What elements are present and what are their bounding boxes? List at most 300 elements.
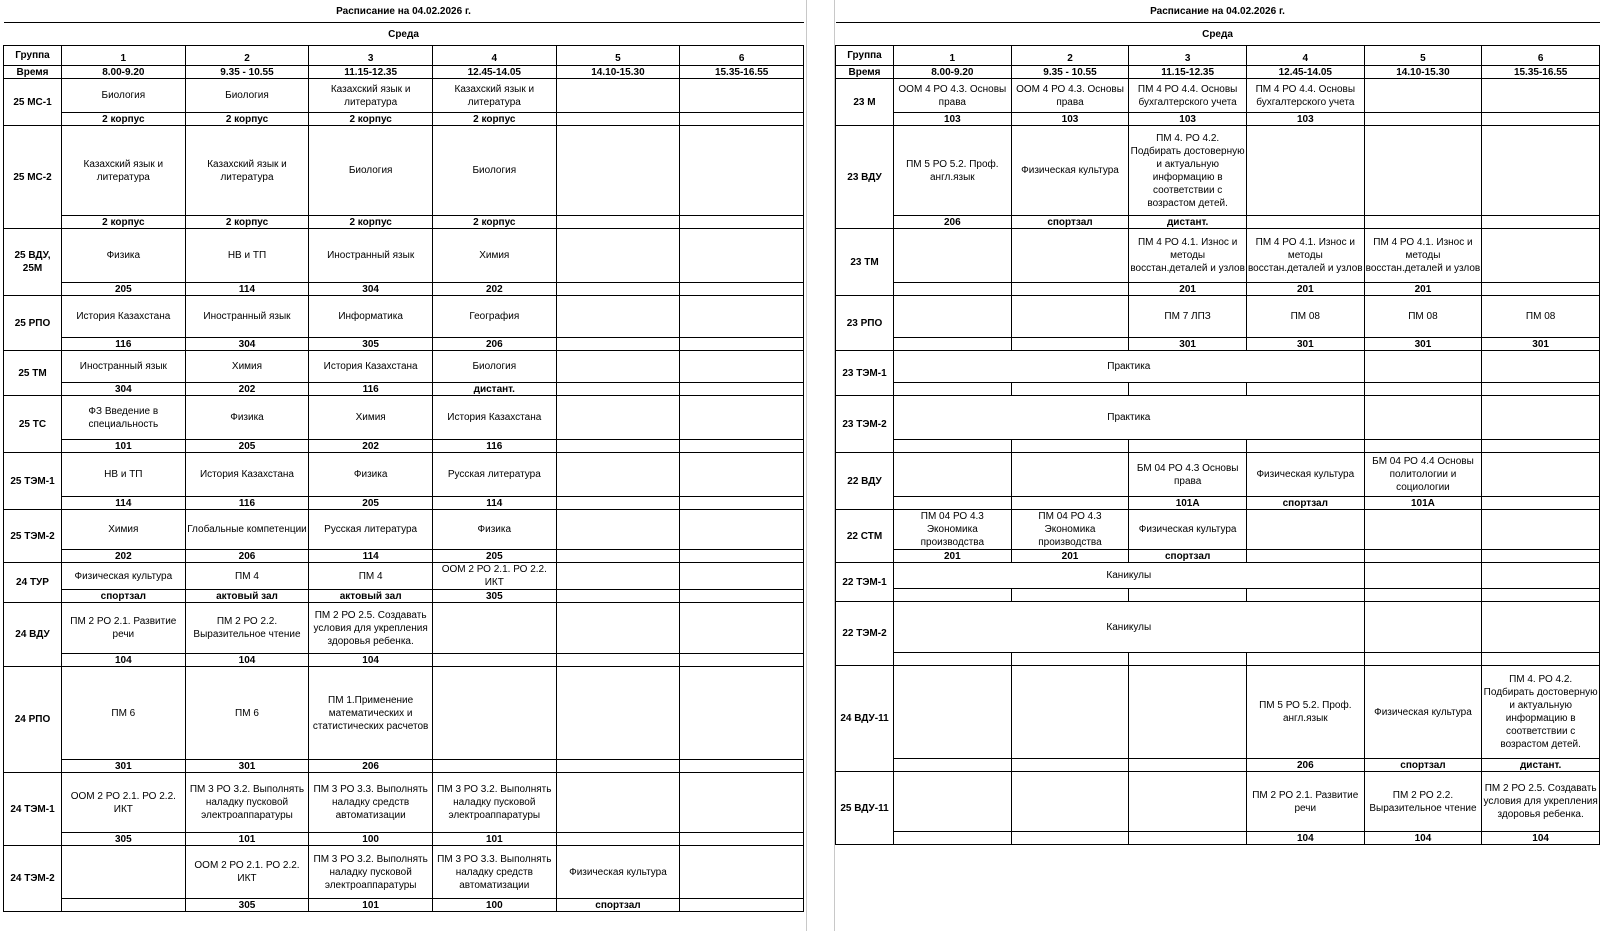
lesson-cell [680, 603, 804, 654]
room-cell: 202 [309, 440, 433, 453]
lesson-cell: ПМ 4. РО 4.2. Подбирать достоверную и актуальную информацию в соответствии с возрастом детей. [1482, 666, 1600, 759]
group-row [836, 126, 1600, 216]
room-cell [556, 383, 680, 396]
lesson-cell [1011, 296, 1129, 338]
room-cell [894, 497, 1012, 510]
group-row [4, 603, 804, 654]
group-row [4, 396, 804, 440]
lesson-cell: ПМ 3 РО 3.2. Выполнять наладку пусковой электроаппаратуры [432, 773, 556, 833]
period-number: 5 [556, 46, 680, 66]
group-row [4, 453, 804, 497]
lesson-cell: ПМ 5 РО 5.2. Проф. англ.язык [1246, 666, 1364, 759]
room-cell [894, 338, 1012, 351]
room-cell [556, 497, 680, 510]
room-cell: 114 [62, 497, 186, 510]
room-cell [1011, 589, 1129, 602]
room-cell [894, 383, 1012, 396]
lesson-cell: ПМ 3 РО 3.3. Выполнять наладку средств автоматизации [432, 846, 556, 899]
group-row [836, 396, 1600, 440]
lesson-cell: ПМ 08 [1364, 296, 1482, 338]
period-time: 15.35-16.55 [1482, 66, 1600, 79]
room-cell [1011, 440, 1129, 453]
room-cell: 206 [309, 760, 433, 773]
room-row [836, 383, 1600, 396]
room-cell [1482, 589, 1600, 602]
room-cell: 114 [432, 497, 556, 510]
lesson-cell [556, 667, 680, 760]
lesson-cell: Физическая культура [1364, 666, 1482, 759]
lesson-cell [1364, 602, 1482, 653]
lesson-cell [556, 79, 680, 113]
room-cell: 103 [1129, 113, 1247, 126]
group-row [4, 351, 804, 383]
lesson-cell: Физическая культура [62, 563, 186, 590]
room-cell [680, 383, 804, 396]
lesson-cell [556, 396, 680, 440]
room-cell [1011, 338, 1129, 351]
room-cell [1246, 383, 1364, 396]
group-name: 24 ВДУ-11 [836, 666, 894, 772]
lesson-cell [1246, 510, 1364, 550]
lesson-cell: ПМ 4 РО 4.1. Износ и методы восстан.деталей и узлов [1246, 229, 1364, 283]
lesson-cell: БМ 04 РО 4.3 Основы права [1129, 453, 1247, 497]
group-name: 24 ТУР [4, 563, 62, 603]
room-row [4, 383, 804, 396]
room-cell [1246, 216, 1364, 229]
lesson-cell [556, 563, 680, 590]
room-cell: 202 [185, 383, 309, 396]
room-cell: дистант. [1129, 216, 1247, 229]
room-cell: 305 [62, 833, 186, 846]
room-cell [1011, 283, 1129, 296]
room-cell: 206 [432, 338, 556, 351]
room-cell: 2 корпус [309, 113, 433, 126]
period-time: 11.15-12.35 [309, 66, 433, 79]
room-cell [680, 590, 804, 603]
lesson-cell: ПМ 2 РО 2.5. Создавать условия для укрепления здоровья ребенка. [1482, 772, 1600, 832]
lesson-cell [680, 126, 804, 216]
room-cell: спортзал [1364, 759, 1482, 772]
room-cell: спортзал [556, 899, 680, 912]
lesson-cell [1482, 229, 1600, 283]
room-cell [680, 497, 804, 510]
lesson-cell: ПМ 2 РО 2.2. Выразительное чтение [185, 603, 309, 654]
group-header: Группа [4, 46, 62, 66]
lesson-cell: История Казахстана [309, 351, 433, 383]
room-cell [432, 760, 556, 773]
lesson-cell [556, 510, 680, 550]
room-row [836, 440, 1600, 453]
room-cell [556, 216, 680, 229]
room-cell: спортзал [1011, 216, 1129, 229]
period-time: 12.45-14.05 [1246, 66, 1364, 79]
group-name: 25 ТЭМ-2 [4, 510, 62, 563]
group-name: 22 ВДУ [836, 453, 894, 510]
room-cell [894, 440, 1012, 453]
lesson-cell: ПМ 08 [1482, 296, 1600, 338]
period-time: 14.10-15.30 [556, 66, 680, 79]
period-time: 8.00-9.20 [894, 66, 1012, 79]
lesson-span-cell: Каникулы [894, 602, 1365, 653]
room-row [4, 590, 804, 603]
group-name: 25 ТЭМ-1 [4, 453, 62, 510]
lesson-cell [1364, 396, 1482, 440]
room-cell: 2 корпус [309, 216, 433, 229]
room-cell [680, 654, 804, 667]
lesson-cell [680, 229, 804, 283]
lesson-cell [680, 79, 804, 113]
room-row [836, 589, 1600, 602]
room-cell: 2 корпус [62, 113, 186, 126]
schedule-title: Расписание на 04.02.2026 г. [4, 0, 804, 23]
room-cell [1129, 759, 1247, 772]
group-row [836, 296, 1600, 338]
room-cell [556, 113, 680, 126]
room-cell: 301 [1364, 338, 1482, 351]
room-cell [1482, 113, 1600, 126]
lesson-cell: Казахский язык и литература [309, 79, 433, 113]
group-row [836, 453, 1600, 497]
group-name: 24 ВДУ [4, 603, 62, 667]
room-row [836, 283, 1600, 296]
room-cell [432, 654, 556, 667]
lesson-cell: Иностранный язык [185, 296, 309, 338]
lesson-span-cell: Практика [894, 351, 1365, 383]
lesson-cell [894, 453, 1012, 497]
group-name: 23 ТЭМ-1 [836, 351, 894, 396]
lesson-cell: ПМ 4 [185, 563, 309, 590]
lesson-cell [680, 667, 804, 760]
lesson-cell: ПМ 4 РО 4.4. Основы бухгалтерского учета [1246, 79, 1364, 113]
period-number: 6 [680, 46, 804, 66]
room-cell [1011, 383, 1129, 396]
room-cell [680, 283, 804, 296]
lesson-cell: ООМ 2 РО 2.1. РО 2.2. ИКТ [185, 846, 309, 899]
room-cell: 101 [62, 440, 186, 453]
room-cell [556, 760, 680, 773]
lesson-cell: ПМ 4 РО 4.1. Износ и методы восстан.деталей и узлов [1129, 229, 1247, 283]
period-time: 12.45-14.05 [432, 66, 556, 79]
room-cell [1482, 283, 1600, 296]
group-row [4, 229, 804, 283]
room-cell [1364, 653, 1482, 666]
room-cell: 304 [62, 383, 186, 396]
room-row [4, 216, 804, 229]
schedule-table-left [3, 0, 804, 912]
room-cell: 2 корпус [432, 113, 556, 126]
group-name: 25 ТС [4, 396, 62, 453]
room-cell: спортзал [62, 590, 186, 603]
room-cell: 205 [185, 440, 309, 453]
lesson-cell [1246, 126, 1364, 216]
room-cell [1246, 589, 1364, 602]
room-cell: 206 [1246, 759, 1364, 772]
room-cell: 301 [1129, 338, 1247, 351]
lesson-cell [1482, 79, 1600, 113]
lesson-cell [1364, 510, 1482, 550]
room-cell [1482, 440, 1600, 453]
lesson-cell [1482, 453, 1600, 497]
lesson-cell: Биология [432, 126, 556, 216]
room-cell: актовый зал [309, 590, 433, 603]
group-row [836, 772, 1600, 832]
lesson-cell [680, 396, 804, 440]
lesson-cell [1011, 229, 1129, 283]
room-cell [1364, 216, 1482, 229]
period-number: 3 [309, 46, 433, 66]
lesson-cell [1482, 126, 1600, 216]
group-name: 22 СТМ [836, 510, 894, 563]
lesson-cell [894, 772, 1012, 832]
room-row [4, 654, 804, 667]
room-cell [680, 550, 804, 563]
lesson-cell: ПМ 2 РО 2.1. Развитие речи [62, 603, 186, 654]
room-cell: 202 [62, 550, 186, 563]
room-cell: спортзал [1246, 497, 1364, 510]
room-cell [1364, 113, 1482, 126]
room-cell [556, 654, 680, 667]
room-cell: 104 [309, 654, 433, 667]
period-number: 5 [1364, 46, 1482, 66]
room-cell: 2 корпус [185, 216, 309, 229]
lesson-cell: Химия [62, 510, 186, 550]
group-name: 23 ВДУ [836, 126, 894, 229]
day-label: Среда [4, 23, 804, 46]
group-name: 25 ВДУ-11 [836, 772, 894, 845]
group-row [836, 79, 1600, 113]
lesson-cell: Русская литература [432, 453, 556, 497]
lesson-cell [680, 296, 804, 338]
lesson-cell [556, 296, 680, 338]
room-cell [556, 833, 680, 846]
room-row [836, 216, 1600, 229]
group-row [4, 79, 804, 113]
period-time: 14.10-15.30 [1364, 66, 1482, 79]
lesson-cell: ПМ 4 [309, 563, 433, 590]
lesson-cell: ПМ 04 РО 4.3 Экономика производства [894, 510, 1012, 550]
room-cell: 201 [1364, 283, 1482, 296]
room-cell [680, 216, 804, 229]
room-cell [1482, 550, 1600, 563]
period-time: 8.00-9.20 [62, 66, 186, 79]
lesson-cell: Химия [309, 396, 433, 440]
room-cell [680, 338, 804, 351]
room-cell [1129, 653, 1247, 666]
lesson-cell: ПМ 5 РО 5.2. Проф. англ.язык [894, 126, 1012, 216]
lesson-cell [556, 773, 680, 833]
room-cell: 201 [894, 550, 1012, 563]
lesson-cell [1364, 126, 1482, 216]
room-cell: дистант. [1482, 759, 1600, 772]
room-cell: 104 [185, 654, 309, 667]
room-cell: 205 [309, 497, 433, 510]
group-name: 25 РПО [4, 296, 62, 351]
lesson-cell [1011, 666, 1129, 759]
lesson-cell [1482, 351, 1600, 383]
lesson-cell [556, 229, 680, 283]
lesson-cell [680, 453, 804, 497]
room-row [4, 440, 804, 453]
group-name: 25 МС-2 [4, 126, 62, 229]
room-cell: 2 корпус [62, 216, 186, 229]
room-row [836, 550, 1600, 563]
group-name: 24 ТЭМ-1 [4, 773, 62, 846]
lesson-cell [432, 667, 556, 760]
lesson-cell: ФЗ Введение в специальность [62, 396, 186, 440]
room-cell [1482, 383, 1600, 396]
period-time: 9.35 - 10.55 [185, 66, 309, 79]
lesson-cell: Русская литература [309, 510, 433, 550]
room-cell [556, 283, 680, 296]
room-cell: 114 [309, 550, 433, 563]
room-cell [894, 759, 1012, 772]
group-row [4, 510, 804, 550]
group-name: 25 МС-1 [4, 79, 62, 126]
room-cell: 114 [185, 283, 309, 296]
room-cell: 301 [1246, 338, 1364, 351]
group-name: 25 ВДУ, 25М [4, 229, 62, 296]
room-row [4, 760, 804, 773]
lesson-cell: Иностранный язык [62, 351, 186, 383]
lesson-cell: Казахский язык и литература [185, 126, 309, 216]
room-cell [1482, 216, 1600, 229]
lesson-cell: Казахский язык и литература [432, 79, 556, 113]
room-cell: 304 [309, 283, 433, 296]
group-row [836, 229, 1600, 283]
lesson-cell: ООМ 4 РО 4.3. Основы права [894, 79, 1012, 113]
room-cell [894, 589, 1012, 602]
lesson-cell: ПМ 6 [185, 667, 309, 760]
lesson-cell [1482, 563, 1600, 589]
period-number: 1 [894, 46, 1012, 66]
lesson-cell [62, 846, 186, 899]
lesson-cell: НВ и ТП [62, 453, 186, 497]
room-cell: 101 [185, 833, 309, 846]
schedule-title: Расписание на 04.02.2026 г. [836, 0, 1600, 23]
lesson-cell: История Казахстана [185, 453, 309, 497]
lesson-cell: БМ 04 РО 4.4 Основы политологии и социологии [1364, 453, 1482, 497]
lesson-cell [680, 846, 804, 899]
room-cell: 101 [309, 899, 433, 912]
lesson-cell: ПМ 1.Применение математических и статистических расчетов [309, 667, 433, 760]
room-cell [680, 440, 804, 453]
room-cell [1011, 832, 1129, 845]
room-row [4, 283, 804, 296]
lesson-cell: Физика [62, 229, 186, 283]
lesson-cell: ПМ 6 [62, 667, 186, 760]
room-cell: 206 [185, 550, 309, 563]
room-cell: 104 [1482, 832, 1600, 845]
group-row [836, 602, 1600, 653]
room-row [4, 497, 804, 510]
group-header: Группа [836, 46, 894, 66]
lesson-cell [680, 563, 804, 590]
room-cell [894, 653, 1012, 666]
room-cell [556, 590, 680, 603]
room-cell: 301 [185, 760, 309, 773]
group-name: 25 ТМ [4, 351, 62, 396]
lesson-cell [1129, 666, 1247, 759]
lesson-cell [894, 229, 1012, 283]
lesson-cell [556, 351, 680, 383]
room-cell [1482, 653, 1600, 666]
lesson-span-cell: Каникулы [894, 563, 1365, 589]
lesson-cell: ПМ 2 РО 2.2. Выразительное чтение [1364, 772, 1482, 832]
group-row [4, 126, 804, 216]
lesson-cell: ПМ 7 ЛПЗ [1129, 296, 1247, 338]
room-cell [556, 338, 680, 351]
room-cell [1129, 589, 1247, 602]
room-cell [680, 899, 804, 912]
group-name: 24 ТЭМ-2 [4, 846, 62, 912]
lesson-cell: История Казахстана [62, 296, 186, 338]
period-number: 3 [1129, 46, 1247, 66]
lesson-cell [432, 603, 556, 654]
period-time: 9.35 - 10.55 [1011, 66, 1129, 79]
group-row [836, 510, 1600, 550]
room-cell [894, 832, 1012, 845]
time-header: Время [4, 66, 62, 79]
room-cell: 205 [432, 550, 556, 563]
group-row [4, 773, 804, 833]
group-name: 22 ТЭМ-2 [836, 602, 894, 666]
room-cell [1011, 497, 1129, 510]
lesson-span-cell: Практика [894, 396, 1365, 440]
room-row [836, 653, 1600, 666]
room-cell: 301 [1482, 338, 1600, 351]
room-cell [1129, 440, 1247, 453]
group-row [4, 846, 804, 899]
room-cell: 301 [62, 760, 186, 773]
room-cell: 202 [432, 283, 556, 296]
lesson-cell: Физическая культура [1246, 453, 1364, 497]
lesson-cell: Биология [185, 79, 309, 113]
room-cell: 101А [1364, 497, 1482, 510]
lesson-cell: ПМ 2 РО 2.5. Создавать условия для укрепления здоровья ребенка. [309, 603, 433, 654]
room-cell [680, 113, 804, 126]
group-row [4, 563, 804, 590]
room-cell: 100 [309, 833, 433, 846]
group-row [4, 667, 804, 760]
lesson-cell: ПМ 04 РО 4.3 Экономика производства [1011, 510, 1129, 550]
lesson-cell: ПМ 3 РО 3.2. Выполнять наладку пусковой электроаппаратуры [185, 773, 309, 833]
lesson-cell [1129, 772, 1247, 832]
room-cell [680, 760, 804, 773]
lesson-cell [894, 296, 1012, 338]
room-cell: 201 [1129, 283, 1247, 296]
lesson-cell [556, 126, 680, 216]
room-cell [1364, 383, 1482, 396]
lesson-cell: Химия [432, 229, 556, 283]
room-cell: 305 [309, 338, 433, 351]
room-cell [1129, 832, 1247, 845]
room-row [836, 113, 1600, 126]
group-name: 24 РПО [4, 667, 62, 773]
room-cell: 116 [185, 497, 309, 510]
room-cell [556, 440, 680, 453]
lesson-cell: ООМ 2 РО 2.1. РО 2.2. ИКТ [62, 773, 186, 833]
period-time: 15.35-16.55 [680, 66, 804, 79]
room-cell [1011, 759, 1129, 772]
lesson-cell: Физика [432, 510, 556, 550]
period-number: 4 [432, 46, 556, 66]
lesson-cell [556, 453, 680, 497]
lesson-cell [1482, 396, 1600, 440]
room-row [836, 338, 1600, 351]
room-row [4, 899, 804, 912]
room-cell [556, 550, 680, 563]
lesson-cell: Физическая культура [1129, 510, 1247, 550]
